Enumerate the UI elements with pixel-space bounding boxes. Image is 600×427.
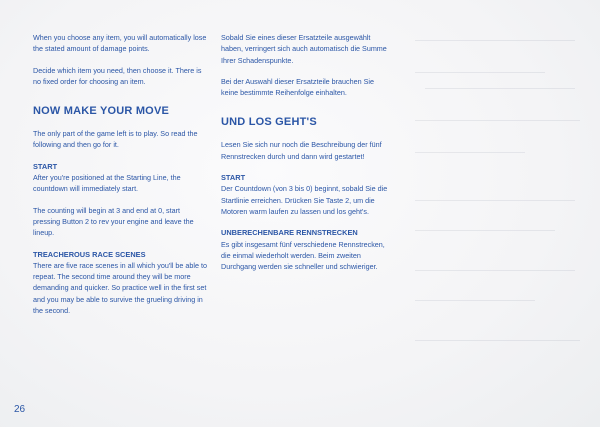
damage-points-paragraph-de: Sobald Sie eines dieser Ersatzteile ausgewählt haben, verringert sich auch automatisch die Summe Ihrer Schadenspunkte. — [221, 33, 387, 65]
start-heading-de: START — [221, 173, 246, 183]
english-column — [33, 32, 208, 326]
intro-paragraph-de: Lesen Sie sich nur noch die Beschreibung der fünf Rennstrecken durch und dann wird gestartet! — [221, 140, 382, 161]
start-paragraph: After you're positioned at the Starting Line, the countdown will immediately start. — [33, 173, 181, 194]
choose-item-paragraph-de: Bei der Auswahl dieser Ersatzteile brauchen Sie keine bestimmte Reihenfolge einhalten. — [221, 76, 375, 98]
race-scenes-paragraph: There are five race scenes in all which you'll be able to repeat. The second time around they will be more demanding and quicker. So practice well in the first set and you may be able to survive the grueling driving in the second. — [33, 260, 207, 316]
race-scenes-heading-de: UNBERECHENBARE RENNSTRECKEN — [221, 228, 358, 238]
page-number: 26 — [14, 404, 26, 415]
show-through-print — [395, 0, 600, 427]
race-scenes-heading: TREACHEROUS RACE SCENES — [33, 249, 146, 259]
race-scenes-paragraph-de: Es gibt insgesamt fünf verschiedene Rennstrecken, die einmal wiederholt werden. Beim zweiten Durchgang werden sie schneller und schwieriger. — [221, 239, 385, 272]
section-heading-de: UND LOS GEHT'S — [221, 116, 317, 129]
section-heading: NOW MAKE YOUR MOVE — [33, 105, 170, 118]
start-paragraph-de: Der Countdown (von 3 bis 0) beginnt, sobald Sie die Startlinie erreichen. Drücken Sie Taste 2, um die Motoren warm laufen zu lassen und los geht's. — [221, 184, 388, 216]
countdown-paragraph: The counting will begin at 3 and end at 0, start pressing Button 2 to rev your engine and leave the lineup. — [33, 205, 194, 238]
start-heading: START — [33, 161, 58, 171]
intro-paragraph: The only part of the game left is to play. So read the following and then go for it. — [33, 129, 198, 150]
german-column — [221, 32, 393, 282]
damage-points-paragraph: When you choose any item, you will automatically lose the stated amount of damage points. — [33, 33, 207, 54]
choose-item-paragraph: Decide which item you need, then choose it. There is no fixed order for choosing an item. — [33, 65, 202, 86]
